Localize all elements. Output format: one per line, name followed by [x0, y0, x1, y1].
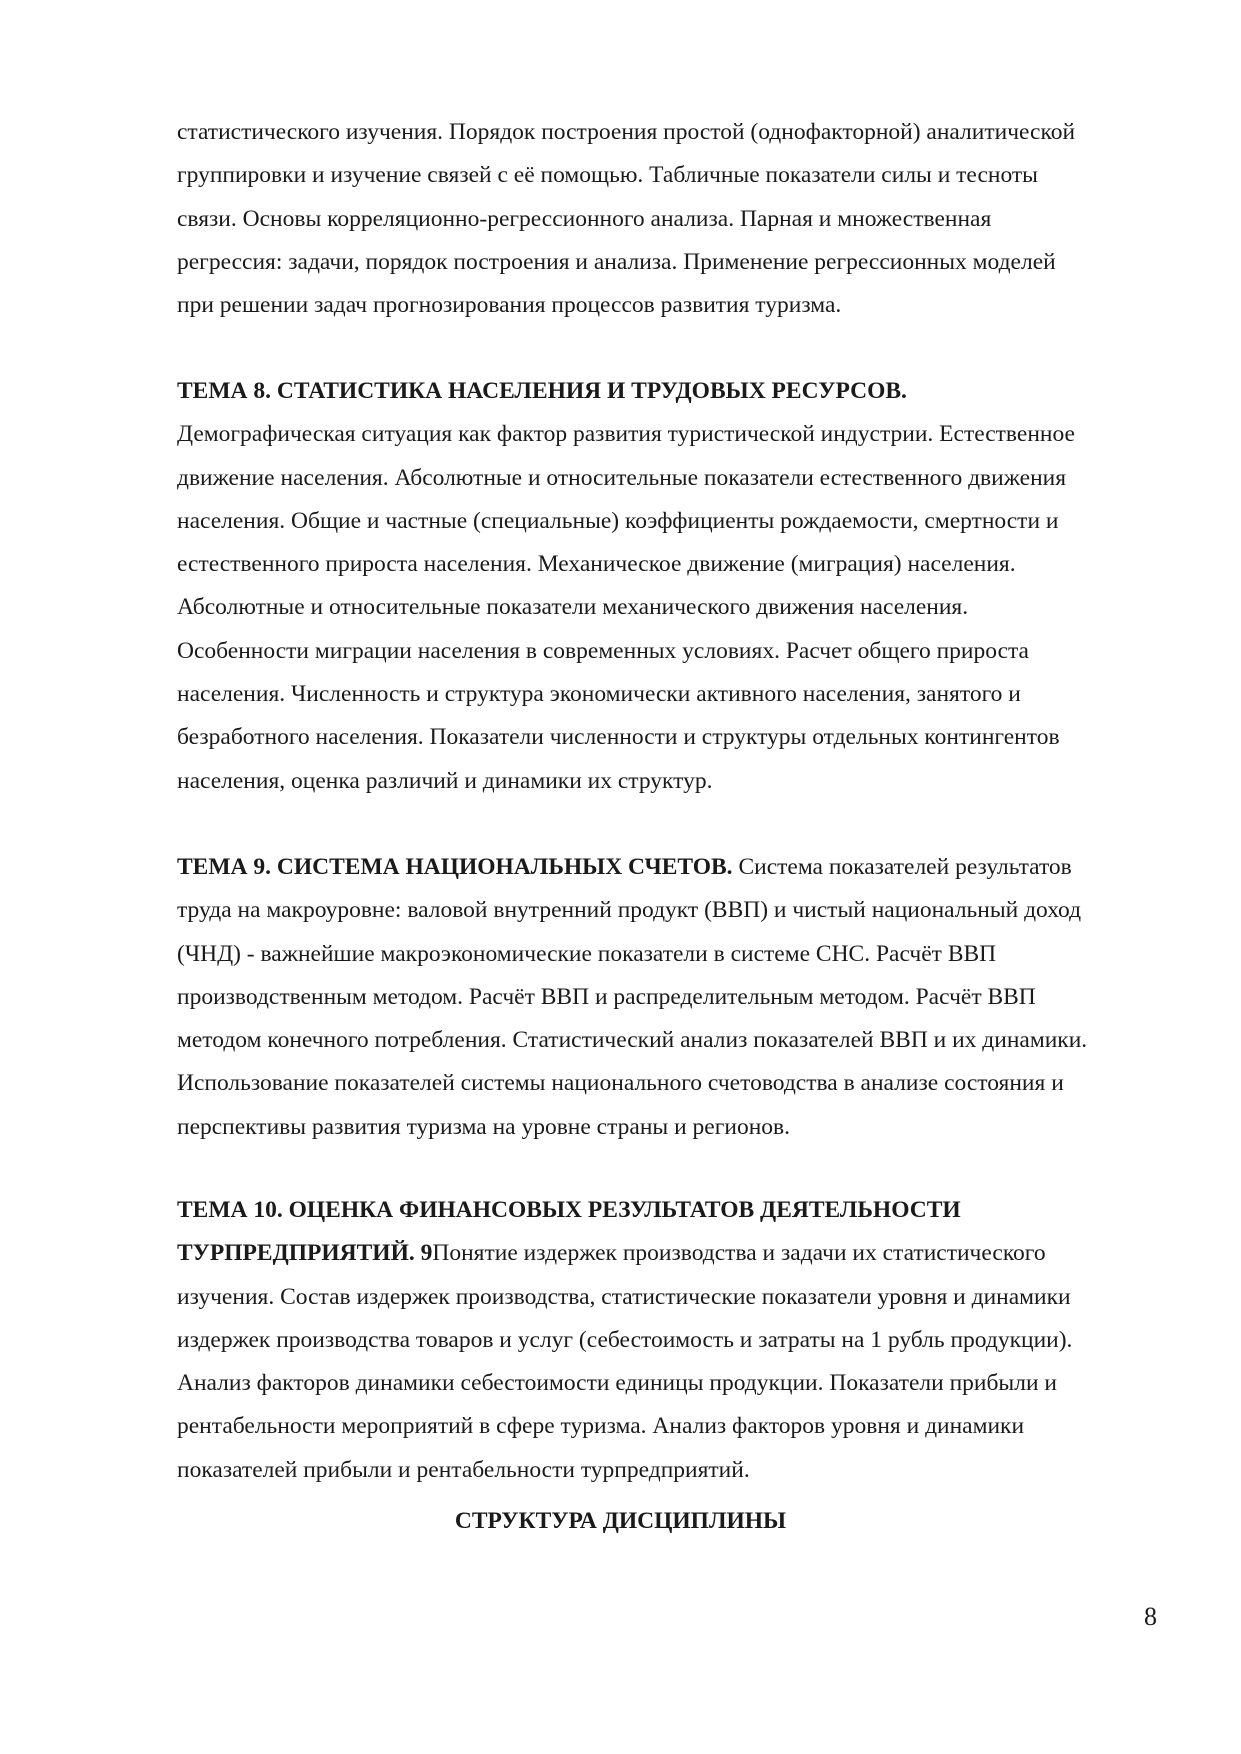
topic-10-intro: Понятие издержек производства и задачи их статистического: [432, 1240, 1046, 1267]
text-line: рентабельности мероприятий в сфере туризма. Анализ факторов уровня и динамики: [177, 1413, 1025, 1440]
text-line: при решении задач прогнозирования процессов развития туризма.: [177, 292, 842, 319]
topic-10-section: [177, 1189, 1157, 1492]
text-line: населения. Численность и структура экономически активного населения, занятого и: [177, 681, 1021, 708]
topic-10-heading-continued: ТУРПРЕДПРИЯТИЙ. 9: [177, 1240, 433, 1267]
text-line: [177, 846, 1157, 889]
text-line: Использование показателей системы национального счетоводства в анализе состояния и: [177, 1070, 1064, 1097]
text-line: методом конечного потребления. Статистический анализ показателей ВВП и их динамики.: [177, 1027, 1088, 1054]
text-line: труда на макроуровне: валовой внутренний продукт (ВВП) и чистый национальный доход: [177, 897, 1082, 924]
intro-paragraph: [177, 111, 1157, 327]
text-line: перспективы развития туризма на уровне страны и регионов.: [177, 1113, 790, 1140]
topic-8-heading: ТЕМА 8. СТАТИСТИКА НАСЕЛЕНИЯ И ТРУДОВЫХ РЕСУРСОВ.: [177, 378, 907, 404]
text-line: статистического изучения. Порядок построения простой (однофакторной) аналитической: [177, 119, 1076, 145]
text-line: [177, 1232, 1157, 1275]
text-line: группировки и изучение связей с её помощью. Табличные показатели силы и тесноты: [177, 162, 1038, 189]
text-line: безработного населения. Показатели численности и структуры отдельных контингентов: [177, 724, 1060, 751]
text-line: Абсолютные и относительные показатели механического движения населения.: [177, 594, 969, 621]
text-line: производственным методом. Расчёт ВВП и распределительным методом. Расчёт ВВП: [177, 983, 1036, 1010]
text-line: движение населения. Абсолютные и относительные показатели естественного движения: [177, 464, 1067, 491]
topic-10-heading: ТЕМА 10. ОЦЕНКА ФИНАНСОВЫХ РЕЗУЛЬТАТОВ ДЕЯТЕЛЬНОСТИ: [177, 1197, 961, 1223]
text-line: населения, оценка различий и динамики их структур.: [177, 767, 713, 794]
topic-9-intro: Система показателей результатов: [732, 854, 1072, 880]
text-line: (ЧНД) - важнейшие макроэкономические показатели в системе СНС. Расчёт ВВП: [177, 940, 997, 967]
text-line: населения. Общие и частные (специальные) коэффициенты рождаемости, смертности и: [177, 507, 1059, 534]
text-line: изучения. Состав издержек производства, статистические показатели уровня и динамики: [177, 1283, 1071, 1310]
text-line: регрессия: задачи, порядок построения и анализа. Применение регрессионных моделей: [177, 248, 1056, 275]
page-number: 8: [1144, 1602, 1157, 1631]
text-line: связи. Основы корреляционно-регрессионного анализа. Парная и множественная: [177, 205, 992, 232]
topic-9-heading: ТЕМА 9. СИСТЕМА НАЦИОНАЛЬНЫХ СЧЕТОВ.: [177, 854, 733, 880]
text-line: Демографическая ситуация как фактор развития туристической индустрии. Естественное: [177, 421, 1075, 448]
section-title: СТРУКТУРА ДИСЦИПЛИНЫ: [454, 1508, 787, 1534]
text-line: Анализ факторов динамики себестоимости единицы продукции. Показатели прибыли и: [177, 1370, 1057, 1397]
text-line: Особенности миграции населения в современных условиях. Расчет общего прироста: [177, 637, 1029, 664]
topic-8-section: [177, 370, 1157, 803]
topic-9-section: [177, 846, 1157, 1149]
text-line: издержек производства товаров и услуг (себестоимость и затраты на 1 рубль продукции).: [177, 1326, 1073, 1353]
text-line: естественного прироста населения. Механическое движение (миграция) населения.: [177, 551, 1016, 578]
text-line: показателей прибыли и рентабельности турпредприятий.: [177, 1456, 750, 1483]
